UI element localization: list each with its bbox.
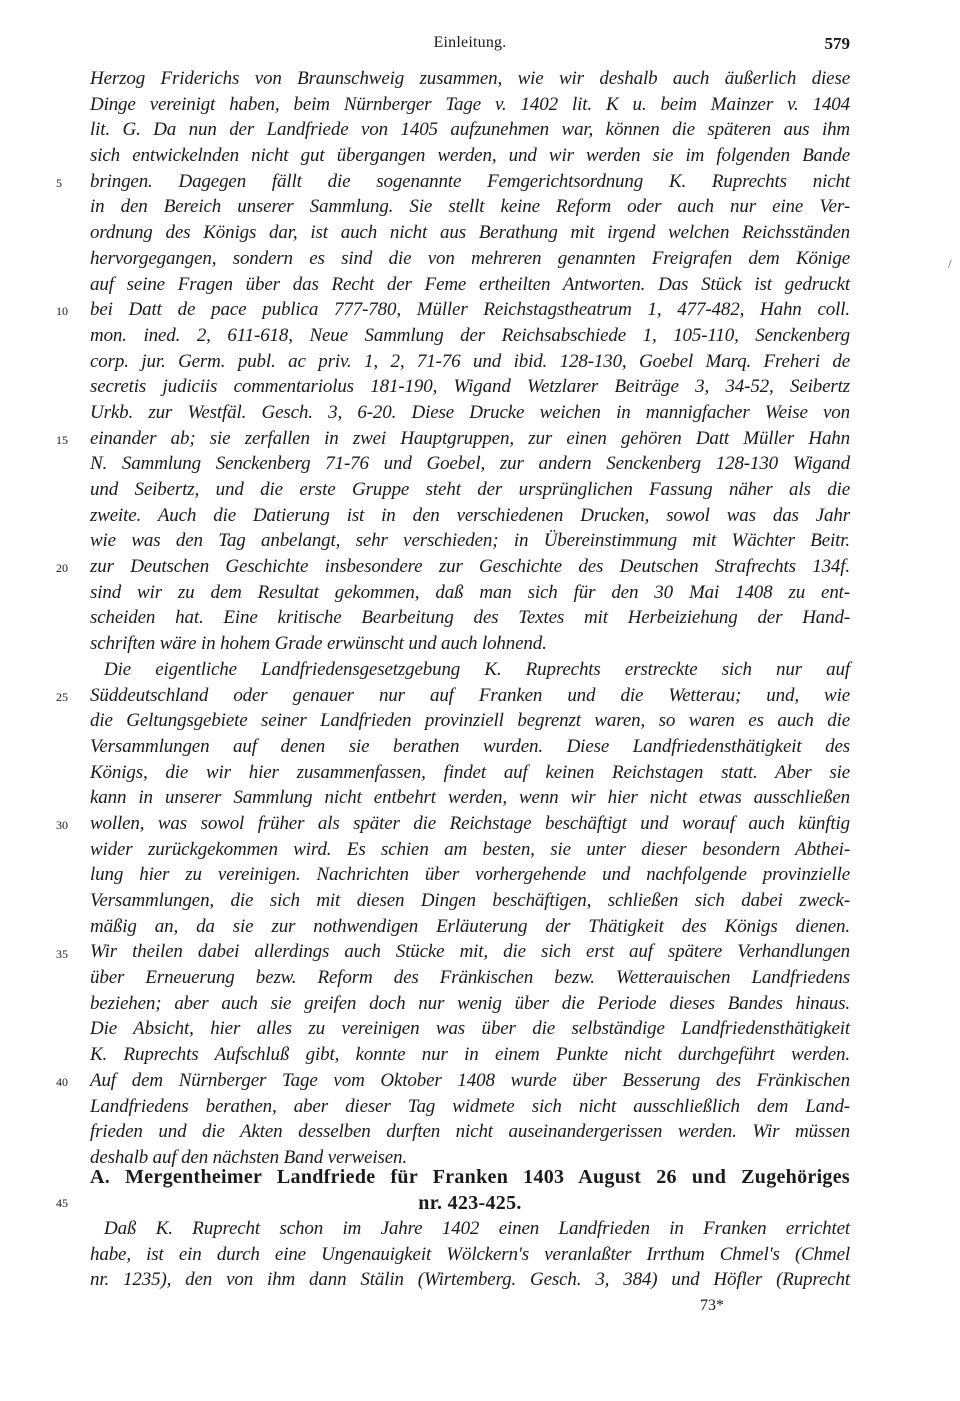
text-line: Süddeutschland oder genauer nur auf Franken und die Wetterau; und, wie bbox=[90, 684, 850, 706]
text-line: Daß K. Ruprecht schon im Jahre 1402 einen Landfrieden in Franken errichtet bbox=[104, 1218, 850, 1239]
text-line: die Geltungsgebiete seiner Landfrieden provinziell begrenzt waren, so waren es auch die bbox=[90, 710, 850, 732]
text-line: und Seibertz, und die erste Gruppe steht der ursprünglichen Fassung näher als die bbox=[90, 479, 850, 500]
text-line: ordnung des Königs dar, ist auch nicht aus Berathung mit irgend welchen Reichsständen bbox=[90, 222, 850, 244]
text-line: mon. ined. 2, 611-618, Neue Sammlung der Reichsabschiede 1, 105-110, Senckenberg bbox=[90, 324, 850, 346]
page-header bbox=[90, 34, 850, 60]
line-number: 10 bbox=[56, 304, 68, 319]
text-line: lung hier zu vereinigen. Nachrichten über vorhergehende und nachfolgende provinzielle bbox=[90, 864, 850, 886]
line-number: 25 bbox=[56, 689, 68, 704]
text-line: wollen, was sowol früher als später die Reichstage beschäftigt und worauf auch künftig bbox=[90, 812, 850, 834]
text-line: sind wir zu dem Resultat gekommen, daß man sich für den 30 Mai 1408 zu ent- bbox=[90, 581, 850, 603]
text-line: Versammlungen, die sich mit diesen Dingen beschäftigen, schließen sich dabei zweck- bbox=[90, 890, 850, 911]
text-line: kann in unserer Sammlung nicht entbehrt werden, wenn wir hier nicht etwas ausschließen bbox=[90, 787, 850, 809]
line-number: 45 bbox=[56, 1196, 68, 1210]
section-heading bbox=[90, 1164, 850, 1216]
text-line: einander ab; sie zerfallen in zwei Hauptgruppen, zur einen gehören Datt Müller Hahn bbox=[90, 427, 850, 449]
text-line: in den Bereich unserer Sammlung. Sie stellt keine Reform oder auch nur eine Ver- bbox=[90, 196, 850, 218]
text-line: mäßig an, da sie zur nothwendigen Erläuterung der Thätigkeit des Königs dienen. bbox=[90, 915, 850, 937]
text-line: habe, ist ein durch eine Ungenauigkeit Wölckern's veranlaßter Irrthum Chmel's (Chmel bbox=[90, 1243, 850, 1265]
text-line: über Erneuerung bezw. Reform des Fränkischen bezw. Wetterauischen Landfriedens bbox=[90, 967, 850, 989]
text-line: Dinge vereinigt haben, beim Nürnberger Tage v. 1402 lit. K u. beim Mainzer v. 1404 bbox=[90, 93, 850, 115]
text-line: deshalb auf den nächsten Band verweisen. bbox=[90, 1146, 407, 1168]
line-number: 5 bbox=[56, 175, 62, 190]
signature-mark: 73* bbox=[700, 1297, 724, 1314]
section-heading-line-1: A. Mergentheimer Landfriede für Franken 1403 August 26 und Zugehöriges bbox=[90, 1166, 850, 1188]
text-line: scheiden hat. Eine kritische Bearbeitung des Textes mit Herbeiziehung der Hand- bbox=[90, 607, 850, 629]
text-line: wie was den Tag anbelangt, sehr verschieden; in Übereinstimmung mit Wächter Beitr. bbox=[90, 530, 850, 552]
text-line: Versammlungen auf denen sie berathen wurden. Diese Landfriedensthätigkeit des bbox=[90, 735, 850, 757]
text-line: Wir theilen dabei allerdings auch Stücke mit, die sich erst auf spätere Verhandlungen bbox=[90, 941, 850, 963]
text-line: nr. 1235), den von ihm dann Stälin (Wirtemberg. Gesch. 3, 384) und Höfler (Ruprecht bbox=[90, 1269, 850, 1291]
text-line: Die eigentliche Landfriedensgesetzgebung K. Ruprechts erstreckte sich nur auf bbox=[104, 658, 850, 680]
text-line: Auf dem Nürnberger Tage vom Oktober 1408 wurde über Besserung des Fränkischen bbox=[90, 1069, 850, 1091]
text-line: lit. G. Da nun der Landfriede von 1405 aufzunehmen war, können die späteren aus ihm bbox=[90, 119, 850, 141]
text-line: sich entwickelnden nicht gut übergangen werden, und wir werden sie im folgenden Bande bbox=[90, 145, 850, 167]
body-text bbox=[90, 66, 850, 1171]
text-line: secretis judiciis commentariolus 181-190, Wigand Wetzlarer Beiträge 3, 34-52, Seibertz bbox=[90, 376, 850, 398]
text-line: auf seine Fragen über das Recht der Feme ertheilten Antworten. Das Stück ist gedruckt bbox=[90, 273, 850, 295]
text-line: zur Deutschen Geschichte insbesondere zur Geschichte des Deutschen Strafrechts 134f. bbox=[90, 556, 850, 578]
text-line: N. Sammlung Senckenberg 71-76 und Goebel, zur andern Senckenberg 128-130 Wigand bbox=[90, 453, 850, 475]
text-line: Landfriedens berathen, aber dieser Tag widmete sich nicht ausschließlich dem Land- bbox=[90, 1095, 850, 1117]
line-number: 35 bbox=[56, 946, 68, 961]
text-line: hervorgegangen, sondern es sind die von mehreren genannten Freigrafen dem Könige bbox=[90, 247, 850, 269]
text-line: wider zurückgekommen wird. Es schien am besten, sie unter dieser besondern Abthei- bbox=[90, 838, 850, 860]
section-body-text bbox=[90, 1216, 850, 1293]
text-line: bei Datt de pace publica 777-780, Müller Reichstagstheatrum 1, 477-482, Hahn coll. bbox=[90, 299, 850, 321]
running-title: Einleitung. bbox=[433, 34, 507, 51]
text-line: Die Absicht, hier alles zu vereinigen was über die selbständige Landfriedensthätigkeit bbox=[90, 1018, 850, 1040]
text-line: beziehen; aber auch sie greifen doch nur wenig über die Periode dieses Bandes hinaus. bbox=[90, 992, 850, 1014]
text-line: corp. jur. Germ. publ. ac priv. 1, 2, 71-76 und ibid. 128-130, Goebel Marq. Freheri de bbox=[90, 350, 850, 372]
text-line: K. Ruprechts Aufschluß gibt, konnte nur in einem Punkte nicht durchgeführt werden. bbox=[90, 1044, 850, 1066]
line-number: 15 bbox=[56, 432, 68, 447]
section-heading-line-2: nr. 423-425. bbox=[418, 1192, 522, 1214]
text-line: schriften wäre in hohem Grade erwünscht und auch lohnend. bbox=[90, 633, 547, 655]
text-line: Königs, die wir hier zusammenfassen, findet auf keinen Reichstagen statt. Aber sie bbox=[90, 761, 850, 783]
line-number: 40 bbox=[56, 1075, 68, 1090]
line-number: 20 bbox=[56, 561, 68, 576]
text-line: frieden und die Akten desselben durften nicht auseinandergerissen werden. Wir müssen bbox=[90, 1121, 850, 1143]
text-line: bringen. Dagegen fällt die sogenannte Femgerichtsordnung K. Ruprechts nicht bbox=[90, 170, 850, 192]
page-number: 579 bbox=[824, 34, 850, 53]
text-line: Urkb. zur Westfäl. Gesch. 3, 6-20. Diese Drucke weichen in mannigfacher Weise von bbox=[90, 401, 850, 423]
line-number: 30 bbox=[56, 818, 68, 833]
text-line: Herzog Friderichs von Braunschweig zusammen, wie wir deshalb auch äußerlich diese bbox=[90, 68, 850, 89]
margin-mark: / bbox=[948, 256, 952, 271]
text-line: zweite. Auch die Datierung ist in den verschiedenen Drucken, sowol was das Jahr bbox=[90, 504, 850, 526]
